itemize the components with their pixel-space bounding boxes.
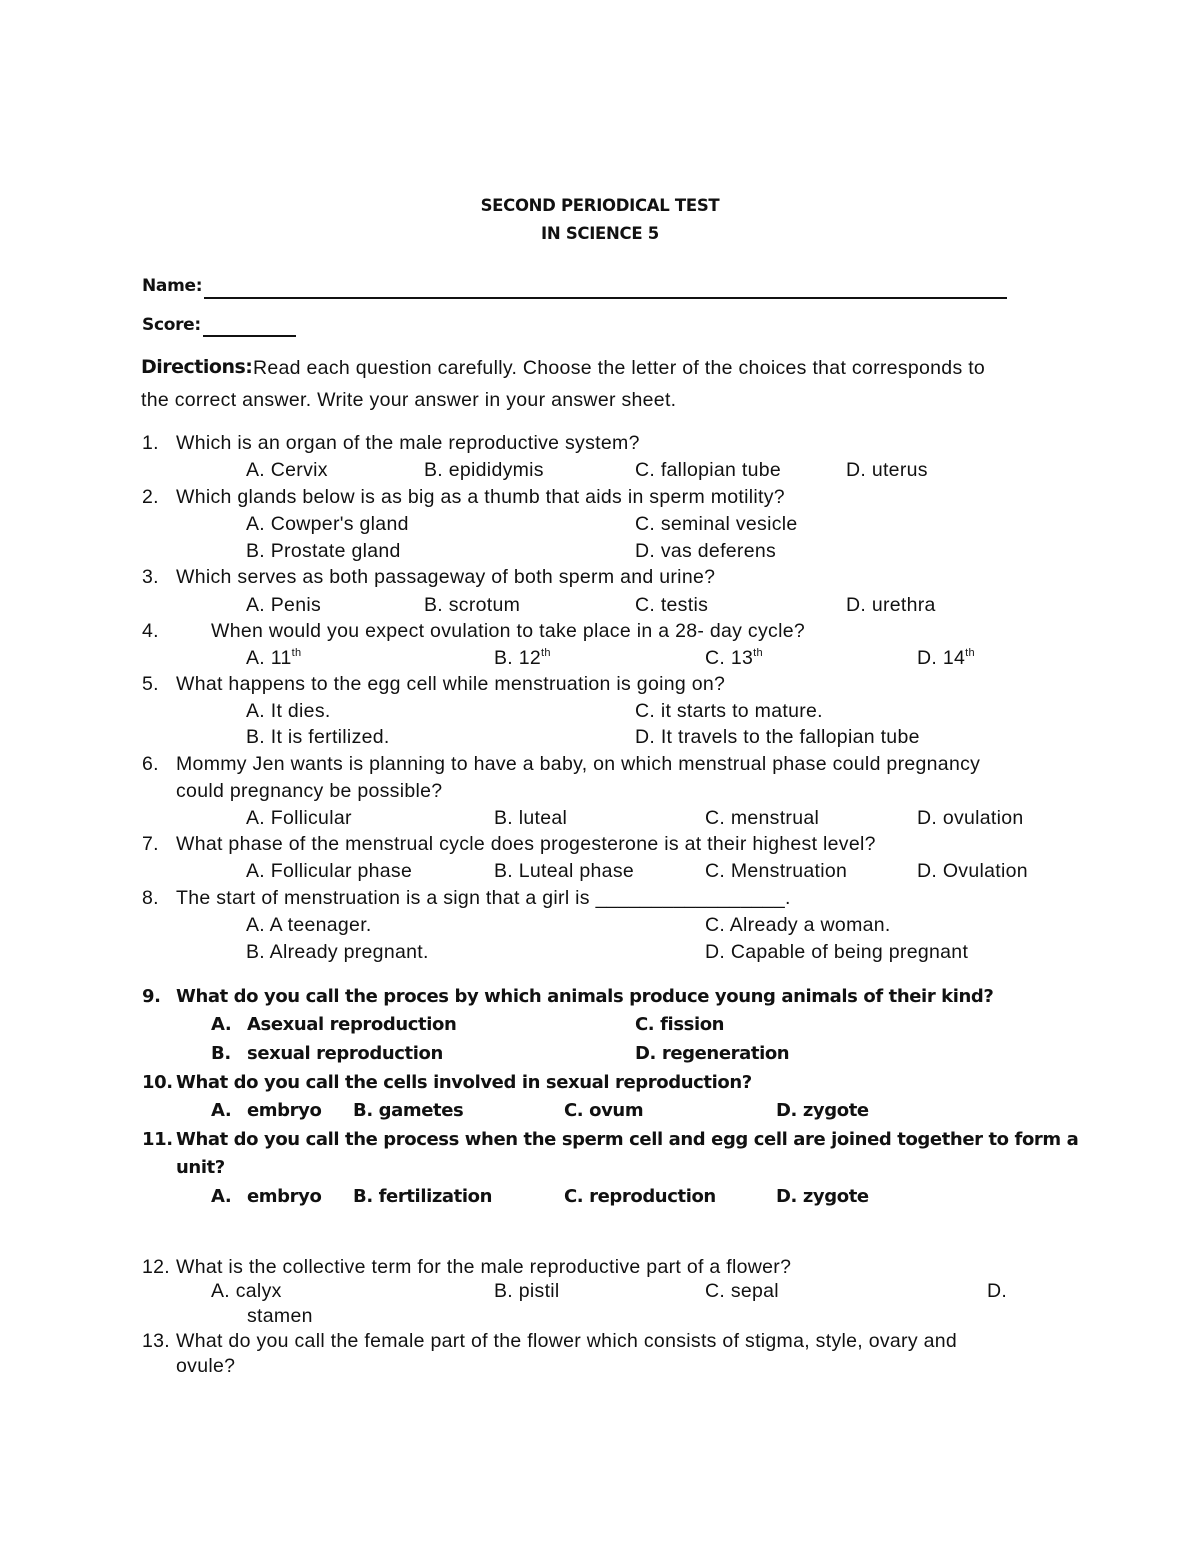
choice: A. A teenager. xyxy=(246,914,372,936)
question-text-continued: could pregnancy be possible? xyxy=(176,780,443,802)
question-text: What is the collective term for the male reproductive part of a flower? xyxy=(176,1256,792,1278)
choice: D. zygote xyxy=(776,1186,869,1207)
choice: embryo xyxy=(247,1186,322,1207)
choice: D. uterus xyxy=(846,459,928,481)
choice: B. It is fertilized. xyxy=(246,726,390,748)
choice-letter: A. xyxy=(211,1186,232,1207)
question-text: What phase of the menstrual cycle does progesterone is at their highest level? xyxy=(176,833,876,855)
choice: B. scrotum xyxy=(424,594,521,616)
question-text: Which glands below is as big as a thumb that aids in sperm motility? xyxy=(176,486,785,508)
choice: D. Ovulation xyxy=(917,860,1028,882)
choice-letter: A. xyxy=(211,1100,232,1121)
choice: sexual reproduction xyxy=(247,1043,443,1064)
choice: D. regeneration xyxy=(635,1043,790,1064)
question-text-continued: unit? xyxy=(176,1157,225,1178)
choice: A. Penis xyxy=(246,594,322,616)
choice: C. fallopian tube xyxy=(635,459,782,481)
question-number: 3. xyxy=(142,566,159,588)
question-text: What do you call the female part of the flower which consists of stigma, style, ovary and xyxy=(176,1330,958,1352)
question-number: 4. xyxy=(142,620,159,642)
choice: A. 11th xyxy=(246,647,302,669)
question-number: 8. xyxy=(142,887,159,909)
choice-letter: B. xyxy=(211,1043,231,1064)
choice: D. It travels to the fallopian tube xyxy=(635,726,920,748)
choice: A. Cervix xyxy=(246,459,328,481)
choice: B. Prostate gland xyxy=(246,540,401,562)
question-number: 5. xyxy=(142,673,159,695)
directions-line-2: the correct answer. Write your answer in your answer sheet. xyxy=(141,389,677,411)
name-blank xyxy=(204,297,1007,299)
choice: D. Capable of being pregnant xyxy=(705,941,969,963)
choice: embryo xyxy=(247,1100,322,1121)
question-text: What happens to the egg cell while menstruation is going on? xyxy=(176,673,726,695)
choice: C. seminal vesicle xyxy=(635,513,798,535)
question-number: 11. xyxy=(142,1129,173,1150)
question-number: 10. xyxy=(142,1072,173,1093)
choice: C. menstrual xyxy=(705,807,820,829)
question-text: What do you call the proces by which animals produce young animals of their kind? xyxy=(176,986,994,1007)
test-subtitle: IN SCIENCE 5 xyxy=(541,224,659,243)
choice: C. Already a woman. xyxy=(705,914,891,936)
choice-letter: A. xyxy=(211,1014,232,1035)
question-number: 13. xyxy=(142,1330,171,1352)
name-label: Name: xyxy=(142,276,203,296)
question-text: Mommy Jen wants is planning to have a baby, on which menstrual phase could pregnancy xyxy=(176,753,981,775)
choice: B. luteal xyxy=(494,807,568,829)
score-label: Score: xyxy=(142,315,201,335)
question-text-continued: ovule? xyxy=(176,1355,236,1377)
directions-label: Directions: xyxy=(141,356,253,378)
question-number: 1. xyxy=(142,432,159,454)
choice: C. reproduction xyxy=(564,1186,716,1207)
choice: D. urethra xyxy=(846,594,936,616)
question-number: 6. xyxy=(142,753,159,775)
choice: C. Menstruation xyxy=(705,860,848,882)
question-number: 2. xyxy=(142,486,159,508)
question-text: What do you call the cells involved in sexual reproduction? xyxy=(176,1072,752,1093)
choice: D. vas deferens xyxy=(635,540,777,562)
choice: C. ovum xyxy=(564,1100,644,1121)
choice-letter: D. xyxy=(987,1280,1008,1302)
score-blank xyxy=(203,335,296,337)
choice: B. Luteal phase xyxy=(494,860,635,882)
question-text: Which serves as both passageway of both sperm and urine? xyxy=(176,566,716,588)
question-number: 7. xyxy=(142,833,159,855)
choice: D. ovulation xyxy=(917,807,1024,829)
choice: A. Follicular phase xyxy=(246,860,413,882)
choice: A. calyx xyxy=(211,1280,282,1302)
directions-line-1: Read each question carefully. Choose the letter of the choices that corresponds to xyxy=(253,357,986,379)
choice: B. fertilization xyxy=(353,1186,493,1207)
choice: B. gametes xyxy=(353,1100,464,1121)
choice: B. 12th xyxy=(494,647,551,669)
choice: A. It dies. xyxy=(246,700,331,722)
question-text: Which is an organ of the male reproductive system? xyxy=(176,432,640,454)
question-number: 9. xyxy=(142,986,161,1007)
choice: A. Cowper's gland xyxy=(246,513,409,535)
choice: Asexual reproduction xyxy=(247,1014,457,1035)
choice: A. Follicular xyxy=(246,807,352,829)
choice: C. sepal xyxy=(705,1280,779,1302)
choice: C. fission xyxy=(635,1014,725,1035)
choice: D. zygote xyxy=(776,1100,869,1121)
question-text: The start of menstruation is a sign that a girl is _________________. xyxy=(176,887,791,909)
test-title: SECOND PERIODICAL TEST xyxy=(480,196,720,215)
choice: B. pistil xyxy=(494,1280,560,1302)
question-number: 12. xyxy=(142,1256,171,1278)
choice: C. it starts to mature. xyxy=(635,700,823,722)
question-text: What do you call the process when the sperm cell and egg cell are joined together to form a xyxy=(176,1129,1079,1150)
choice: stamen xyxy=(247,1305,313,1327)
question-text: When would you expect ovulation to take place in a 28- day cycle? xyxy=(211,620,806,642)
choice: B. epididymis xyxy=(424,459,544,481)
choice: B. Already pregnant. xyxy=(246,941,429,963)
choice: C. 13th xyxy=(705,647,763,669)
choice: C. testis xyxy=(635,594,709,616)
choice: D. 14th xyxy=(917,647,975,669)
